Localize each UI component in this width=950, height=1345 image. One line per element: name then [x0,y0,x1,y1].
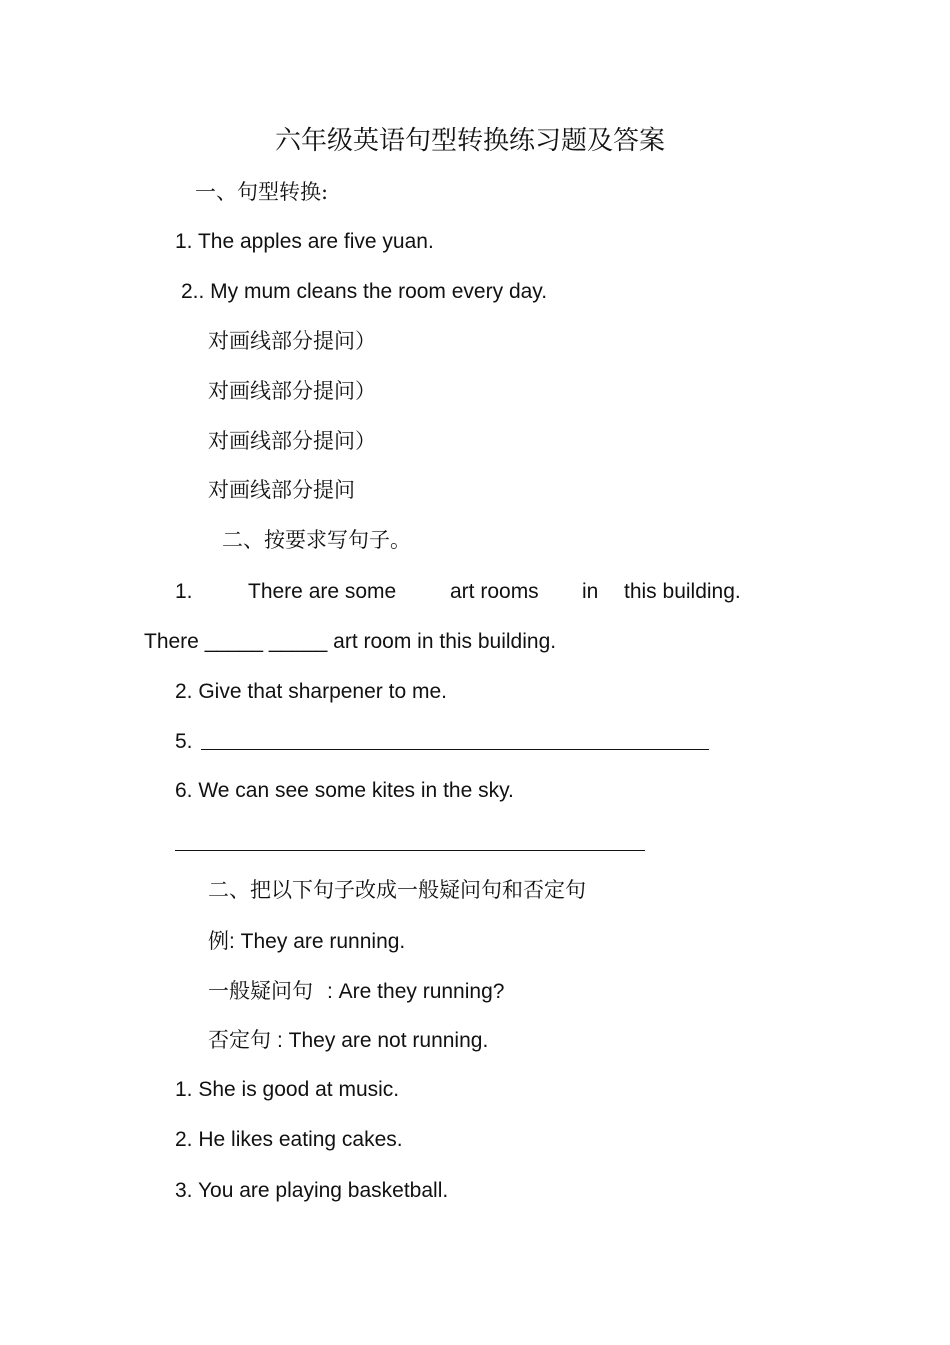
question-sentence: : Are they running? [327,980,505,1003]
section1-item-2: 2.. My mum cleans the room every day. [181,280,548,303]
section2-item-1 [175,578,193,606]
answer-blank-line [201,749,709,750]
section3-item-3: 3. You are playing basketball. [175,1179,449,1202]
section3-heading: 二、把以下句子改成一般疑问句和否定句 [208,878,586,902]
section1-note-3: 对画线部分提问） [208,429,376,453]
section3-item-1: 1. She is good at music. [175,1078,400,1101]
example-label: 例 [208,929,229,953]
section1-item-1: 1. The apples are five yuan. [175,230,434,253]
section1-note-4: 对画线部分提问 [208,478,355,502]
question-label: 一般疑问句 [208,979,313,1003]
section2-item-1-word: There are some [248,580,397,603]
section3-item-2: 2. He likes eating cakes. [175,1128,403,1151]
section2-item-1-word: this building. [624,580,741,603]
section2-item-1-word: art rooms [450,580,539,603]
section3-example [208,927,405,956]
page-title: 六年级英语句型转换练习题及答案 [274,126,665,156]
negative-label: 否定句 [208,1028,271,1052]
section1-note-2: 对画线部分提问） [208,379,376,403]
item-number: 1. [175,580,193,603]
section2-item-1-answer: There _____ _____ art room in this building. [144,630,557,653]
section1-note-1: 对画线部分提问） [208,329,376,353]
section1-heading: 一、句型转换: [195,180,329,204]
section2-item-5: 5. [175,730,193,753]
section2-heading: 二、按要求写句子。 [222,528,411,552]
negative-sentence: : They are not running. [277,1029,489,1052]
section2-item-1-word: in [582,580,599,603]
section3-example-question [208,977,504,1006]
example-sentence: : They are running. [229,930,406,953]
section2-item-2: 2. Give that sharpener to me. [175,680,447,703]
answer-blank-line [175,850,645,851]
section2-item-6: 6. We can see some kites in the sky. [175,779,514,802]
section3-example-negative [208,1026,488,1055]
